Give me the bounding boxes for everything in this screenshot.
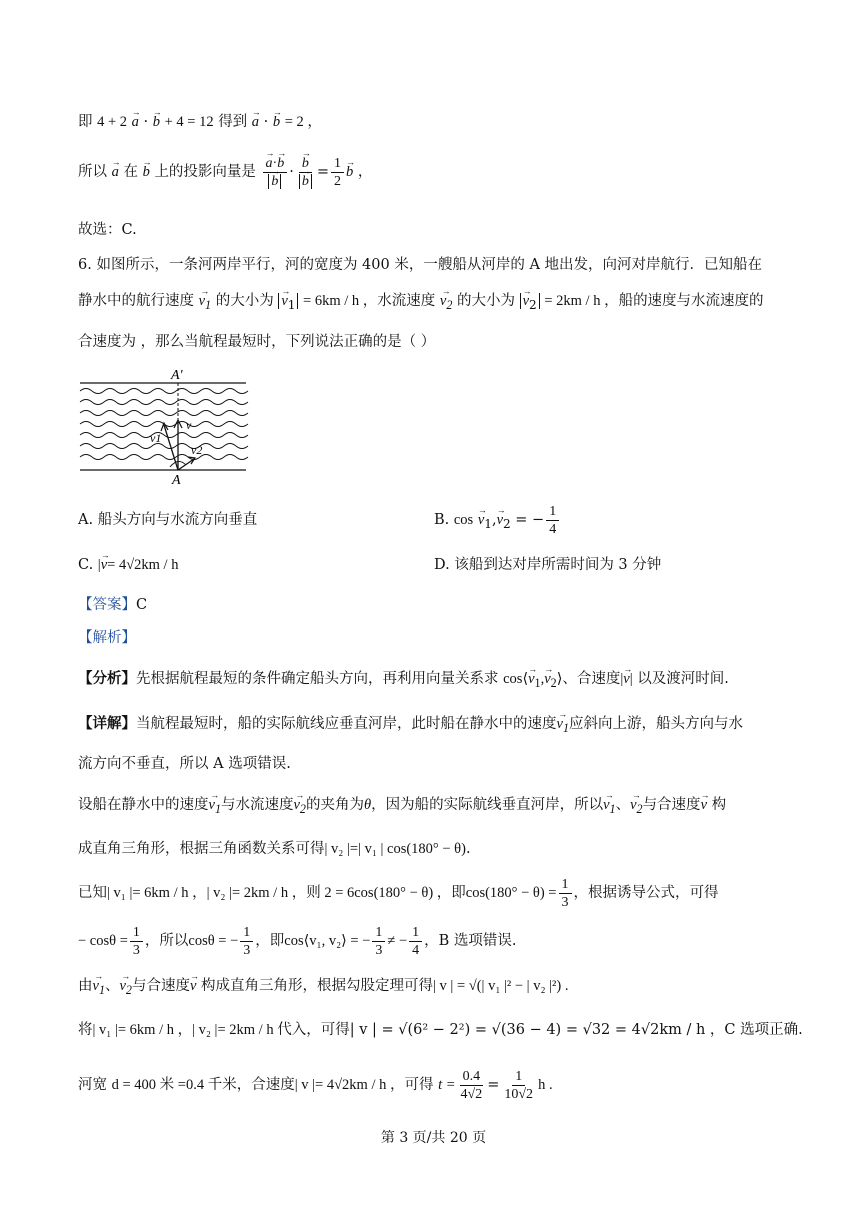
equation: ，即cos⟨v₁, v₂⟩ = −	[255, 933, 371, 949]
river-diagram	[78, 367, 250, 485]
text: 成直角三角形，根据三角函数关系可得	[78, 841, 325, 857]
text-line: 所以 → a 在 → b 上的投影向量是 → a·→ b → b · → b → b = $\frac{1}{2}$ → b ，	[78, 152, 372, 192]
question-line: 6. 如图所示，一条河两岸平行，河的宽度为 400 米，一艘船从河岸的 A 地出发，向河对岸航行．已知船在	[78, 257, 763, 273]
equation: | v | = √(| v₁ |² − | v₂ |²) .	[433, 978, 569, 994]
equation: h .	[538, 1077, 553, 1093]
text: 在	[123, 164, 138, 180]
text: 所以	[78, 164, 107, 180]
label-v1: v1	[150, 431, 162, 445]
text: ，B 选项错误.	[424, 933, 517, 949]
text: 应斜向上游，船头方向与水	[568, 716, 743, 732]
detail-line	[78, 1020, 803, 1040]
text: 当航程最短时，船的实际航线应垂直河岸，此时船在静水中的速度	[136, 716, 557, 732]
equation: ≠ −	[387, 933, 408, 949]
analysis-line: 【分析】先根据航程最短的条件确定船头方向，再利用向量关系求 cos⟨→ $v_1,\to$ $v_2⟩$、合速度|→ v| 以及渡河时间.	[78, 669, 729, 693]
text: 得到	[218, 114, 248, 130]
question-line: 合速度为 ，那么当航程最短时，下列说法正确的是（ ）	[78, 334, 436, 350]
text: 、	[615, 797, 631, 813]
text: = 2km / h ，船的速度与水流速度的	[544, 293, 764, 309]
question-line: 静水中的航行速度 → $v_1$ 的大小为 → $v_1 = 6km / h$ ，水流速度 → $v_2$ 的大小为 → $v_2 = 2km / h$ ，船的速度与水流速度的	[78, 291, 764, 315]
text-line: 即 4 + 2 → a · → b + 4 = 12 得到 → a · → b = 2 ，	[78, 112, 322, 132]
answer-label: 【答案】	[78, 597, 136, 613]
detail-line: − cosθ = $\frac{1}{3}$ ，所以cosθ = − $\frac{1}{3}$ ，即cos⟨v₁, v₂⟩ = − $\frac{1}{3}$ ≠ − $\frac{1}{4}$ ，B 选项错误.	[78, 924, 517, 958]
text: 的大小为	[456, 293, 515, 309]
option-c: C. |→ v= 4√2km / h	[78, 555, 178, 575]
text: 构	[711, 797, 727, 813]
text: 由	[78, 978, 93, 994]
page-footer: 第 3 页/共 20 页	[380, 1130, 487, 1146]
answer-line	[78, 595, 147, 615]
text: 的夹角为	[305, 797, 364, 813]
section-label: 【详解】	[78, 715, 136, 732]
equation: | v |= 4√2km / h ，可得	[294, 1077, 434, 1093]
text: 上的投影向量是	[154, 164, 256, 180]
detail-line: 设船在静水中的速度→ $v_1$与水流速度→ $v_2$的夹角为θ，因为船的实际航线垂直河岸，所以→ $v_1$、→ $v_2$与合速度→ v 构	[78, 795, 726, 819]
label-v2: v2	[191, 443, 203, 457]
text: 与合速度	[642, 797, 701, 813]
option-text: = 4√2km / h	[107, 557, 179, 573]
detail-line: 河宽 d = 400 米 =0.4 千米，合速度| v |= 4√2km / h ，可得 t = $\frac{0.4}{4√2}$ = $\frac{1}{10√2}$ h .	[78, 1068, 553, 1102]
detail-line: 成直角三角形，根据三角函数关系可得| v₂ |=| v₁ | cos(180° − θ).	[78, 841, 471, 857]
option-a: A. 船头方向与水流方向垂直	[78, 512, 258, 528]
detail-line: 由→ $v_1$、→ $v_2$与合速度→ v 构成直角三角形，根据勾股定理可得| v | = √(| v₁ |² − | v₂ |²) .	[78, 976, 568, 1000]
text: 以及渡河时间.	[637, 671, 729, 687]
detail-line: 【详解】当航程最短时，船的实际航线应垂直河岸，此时船在静水中的速度→ $v_1$应斜向上游，船头方向与水	[78, 714, 743, 738]
text: 设船在静水中的速度	[78, 797, 209, 813]
text: 即	[78, 114, 93, 130]
option-d: D. 该船到达对岸所需时间为 3 分钟	[434, 557, 662, 573]
equation: | v | = √(6² − 2²) = √(36 − 4) = √32 = 4√2km / h ，C 选项正确.	[349, 1022, 803, 1038]
option-label: B.	[434, 512, 450, 528]
label-a: A	[172, 473, 181, 485]
detail-line: 流方向不垂直，所以 A 选项错误.	[78, 756, 291, 772]
text: 先根据航程最短的条件确定船头方向，再利用向量关系求	[136, 671, 499, 687]
detail-line: 已知| v₁ |= 6km / h ，| v₂ |= 2km / h ，则 2 = 6cos(180° − θ) ，即cos(180° − θ) = $\frac{1}{3}$ ，根据诱导公式，可得	[78, 876, 719, 910]
text: 与合速度	[131, 978, 190, 994]
text-line: 故选：C.	[78, 222, 137, 238]
text: ，根据诱导公式，可得	[573, 885, 719, 901]
text: 、	[104, 978, 120, 994]
equation: | v₁ |= 6km / h ，| v₂ |= 2km / h ，则 2 = 6cos(180° − θ) ，即cos(180° − θ) =	[107, 885, 557, 901]
analysis-label: 【解析】	[78, 630, 136, 646]
text: = 6km / h ，水流速度	[303, 293, 436, 309]
label-v: v	[186, 418, 192, 432]
text: 已知	[78, 885, 107, 901]
label-a-prime: A′	[171, 368, 183, 383]
text: ，因为船的实际航线垂直河岸，所以	[371, 797, 604, 813]
text: 与水流速度	[220, 797, 294, 813]
option-label: C.	[78, 557, 94, 573]
equation: 4 + 2	[97, 114, 128, 130]
text: 将	[78, 1022, 93, 1038]
equation: | v₁ |= 6km / h ，| v₂ |= 2km / h 代入，可得	[92, 1022, 350, 1038]
equation: t =	[438, 1077, 456, 1093]
option-b: B. $\cos \to v_1,\to v_2$ = − $\frac{1}{4}$	[434, 502, 561, 542]
text: 、合速度	[562, 671, 621, 687]
equation: d = 400 米 =0.4 千米，合速度	[111, 1077, 295, 1093]
section-label: 【分析】	[78, 670, 136, 687]
text: 构成直角三角形，根据勾股定理可得	[201, 978, 434, 994]
equation: = 2 ，	[284, 114, 322, 130]
text: 河宽	[78, 1077, 107, 1093]
text: 静水中的航行速度	[78, 293, 194, 309]
equation: ，所以cosθ = −	[144, 933, 239, 949]
equation: | v₂ |=| v₁ | cos(180° − θ)	[324, 841, 466, 857]
answer-value: C	[136, 597, 148, 613]
equation: − cosθ =	[78, 933, 128, 949]
text: 的大小为	[215, 293, 274, 309]
